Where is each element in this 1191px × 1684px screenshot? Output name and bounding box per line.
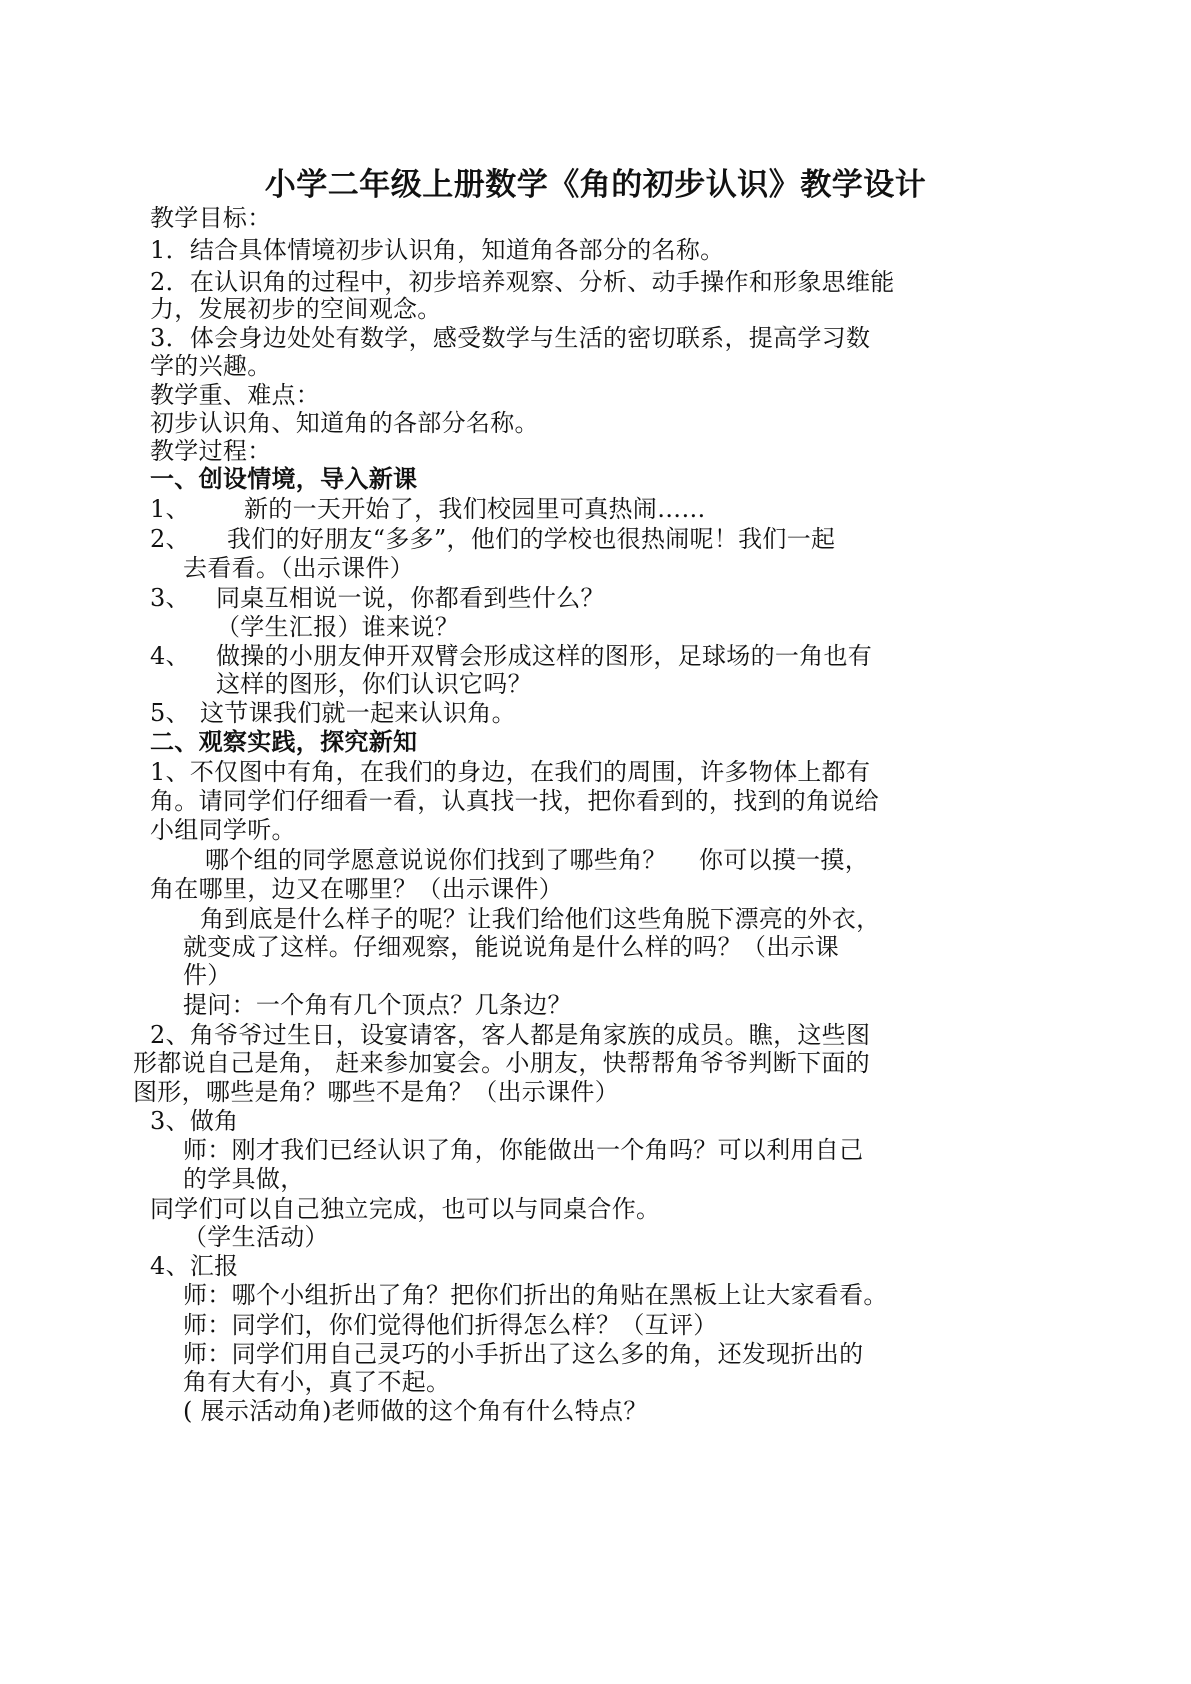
section-heading-key-points: 教学重、难点： bbox=[150, 381, 321, 409]
practice-1-shape-line-2: 就变成了这样。仔细观察，能说说角是什么样的吗？（出示课 bbox=[183, 933, 840, 961]
practice-1-shape-line-3: 件） bbox=[183, 961, 232, 989]
practice-2-line-2: 形都说自己是角， 赶来参加宴会。小朋友，快帮帮角爷爷判断下面的 bbox=[133, 1049, 870, 1077]
practice-1-line-2: 角。请同学们仔细看一看，认真找一找，把你看到的，找到的角说给 bbox=[150, 787, 879, 815]
step-2-continuation: 去看看。（出示课件） bbox=[183, 554, 414, 582]
objective-2-line-2: 力，发展初步的空间观念。 bbox=[150, 295, 442, 323]
part-two-heading: 二、观察实践，探究新知 bbox=[150, 727, 418, 756]
practice-3-line-2: 的学具做， bbox=[183, 1165, 305, 1193]
step-3-continuation: （学生汇报）谁来说？ bbox=[216, 613, 459, 641]
objective-1: 1．结合具体情境初步认识角，知道角各部分的名称。 bbox=[150, 236, 725, 264]
step-3-number: 3、 bbox=[150, 584, 190, 612]
key-points-text: 初步认识角、知道角的各部分名称。 bbox=[150, 409, 539, 437]
practice-3-activity: （学生活动） bbox=[183, 1223, 329, 1251]
step-4-continuation: 这样的图形，你们认识它吗？ bbox=[216, 670, 532, 698]
objective-3-line-1: 3．体会身边处处有数学，感受数学与生活的密切联系，提高学习数 bbox=[150, 324, 871, 352]
practice-3-line-3: 同学们可以自己独立完成，也可以与同桌合作。 bbox=[150, 1195, 661, 1223]
practice-1-prompt: 提问：一个角有几个顶点？几条边？ bbox=[183, 991, 572, 1019]
practice-3-line-1: 师：刚才我们已经认识了角，你能做出一个角吗？可以利用自己 bbox=[183, 1136, 864, 1164]
step-2-number: 2、 bbox=[150, 525, 190, 553]
step-1-number: 1、 bbox=[150, 495, 190, 523]
section-heading-objectives: 教学目标： bbox=[150, 204, 272, 232]
objective-3-line-2: 学的兴趣。 bbox=[150, 352, 272, 380]
practice-4-line-5: ( 展示活动角)老师做的这个角有什么特点？ bbox=[183, 1397, 648, 1425]
step-4-number: 4、 bbox=[150, 642, 190, 670]
step-2-text: 我们的好朋友“多多”，他们的学校也很热闹呢！我们一起 bbox=[227, 525, 836, 553]
practice-4-line-4: 角有大有小，真了不起。 bbox=[183, 1368, 451, 1396]
practice-2-line-1: 2、角爷爷过生日，设宴请客，客人都是角家族的成员。瞧，这些图 bbox=[150, 1021, 871, 1049]
step-3-text: 同桌互相说一说，你都看到些什么？ bbox=[216, 584, 605, 612]
step-5-number: 5、 bbox=[150, 699, 190, 727]
practice-1-line-1: 1、不仅图中有角，在我们的身边，在我们的周围，许多物体上都有 bbox=[150, 758, 871, 786]
practice-1-question-line-2: 角在哪里，边又在哪里？（出示课件） bbox=[150, 875, 564, 903]
step-4-text: 做操的小朋友伸开双臂会形成这样的图形，足球场的一角也有 bbox=[216, 642, 873, 670]
practice-4-heading: 4、汇报 bbox=[150, 1252, 239, 1280]
practice-4-line-2: 师：同学们，你们觉得他们折得怎么样？（互评） bbox=[183, 1311, 718, 1339]
objective-2-line-1: 2．在认识角的过程中，初步培养观察、分析、动手操作和形象思维能 bbox=[150, 268, 895, 296]
document-title: 小学二年级上册数学《角的初步认识》教学设计 bbox=[264, 167, 927, 203]
practice-4-line-3: 师：同学们用自己灵巧的小手折出了这么多的角，还发现折出的 bbox=[183, 1340, 864, 1368]
practice-1-line-3: 小组同学听。 bbox=[150, 816, 296, 844]
step-5-text: 这节课我们就一起来认识角。 bbox=[200, 699, 516, 727]
step-1-text: 新的一天开始了，我们校园里可真热闹…… bbox=[244, 495, 706, 523]
practice-4-line-1: 师：哪个小组折出了角？把你们折出的角贴在黑板上让大家看看。 bbox=[183, 1281, 888, 1309]
practice-1-question-line-1: 哪个组的同学愿意说说你们找到了哪些角？ 你可以摸一摸， bbox=[205, 846, 870, 874]
practice-2-line-3: 图形，哪些是角？哪些不是角？（出示课件） bbox=[133, 1078, 619, 1106]
practice-3-heading: 3、做角 bbox=[150, 1107, 239, 1135]
section-heading-process: 教学过程： bbox=[150, 437, 272, 465]
part-one-heading: 一、创设情境，导入新课 bbox=[150, 464, 418, 493]
practice-1-shape-line-1: 角到底是什么样子的呢？让我们给他们这些角脱下漂亮的外衣， bbox=[200, 905, 881, 933]
